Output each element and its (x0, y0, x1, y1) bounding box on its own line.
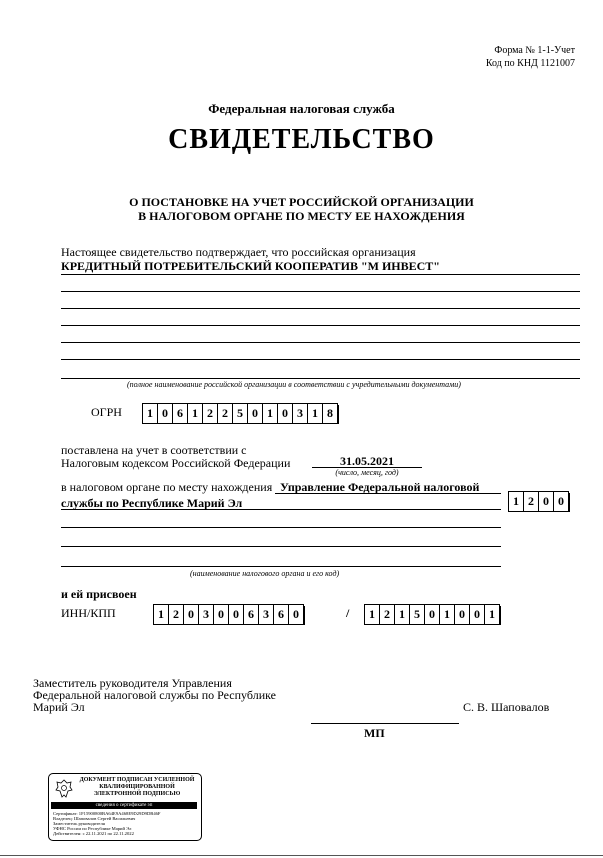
ogrn-digit: 6 (173, 404, 188, 423)
kpp-digit: 5 (410, 605, 425, 624)
inn-digit: 1 (154, 605, 169, 624)
kpp-digit: 0 (470, 605, 485, 624)
org-line-6 (61, 359, 580, 360)
agency-name: Федеральная налоговая служба (208, 101, 395, 116)
kpp-digit: 0 (425, 605, 440, 624)
document-title: СВИДЕТЕЛЬСТВО (168, 124, 435, 155)
signatory-position-1: Заместитель руководителя Управления (33, 676, 232, 690)
inn-kpp-separator: / (346, 606, 350, 620)
org-line-7 (61, 378, 580, 379)
kpp-digit: 1 (440, 605, 455, 624)
kpp-digit: 1 (365, 605, 380, 624)
organization-intro: Настоящее свидетельство подтверждает, что российская организация (61, 245, 416, 259)
assigned-label: и ей присвоен (61, 587, 137, 601)
org-line-3 (61, 308, 580, 309)
authority-code-digit: 0 (539, 492, 554, 511)
authority-line-3-rule (61, 527, 501, 528)
ogrn-digit: 3 (293, 404, 308, 423)
ogrn-label: ОГРН (91, 405, 122, 419)
ogrn-digit: 5 (233, 404, 248, 423)
kpp-digit: 1 (485, 605, 500, 624)
signatory-position-2: Федеральной налоговой службы по Республике (33, 688, 276, 702)
knd-code: Код по КНД 1121007 (485, 58, 575, 69)
ogrn-digit: 0 (278, 404, 293, 423)
stamp-owner-position: Заместитель руководителя (53, 821, 105, 826)
kpp-digit: 1 (395, 605, 410, 624)
ogrn-digit: 1 (143, 404, 158, 423)
inn-digit: 6 (274, 605, 289, 624)
ogrn-digit: 0 (158, 404, 173, 423)
signatory-position-3: Марий Эл (33, 700, 85, 714)
authority-code-cells (508, 491, 569, 512)
organization-caption: (полное наименование российской организации в соответствии с учредительными документами) (127, 380, 461, 389)
subtitle-line-2: В НАЛОГОВОМ ОРГАНЕ ПО МЕСТУ ЕЕ НАХОЖДЕНИЯ (138, 209, 465, 223)
registration-line-1: поставлена на учет в соответствии с (61, 443, 247, 457)
authority-line-1-rule (275, 493, 501, 494)
authority-line-5-rule (61, 566, 501, 567)
ogrn-digit: 2 (203, 404, 218, 423)
seal-label: МП (364, 726, 385, 740)
stamp-certificate-bar: сведения о сертификате эп (51, 802, 197, 809)
ogrn-cells (142, 403, 338, 424)
stamp-validity: Действителен: с 22.11.2021 по 22.11.2022 (53, 831, 134, 836)
page-bottom-edge (0, 855, 603, 856)
date-caption: (число, месяц, год) (335, 468, 399, 477)
registration-date: 31.05.2021 (340, 454, 394, 468)
authority-code-digit: 2 (524, 492, 539, 511)
org-line-1 (61, 274, 580, 275)
inn-digit: 0 (229, 605, 244, 624)
inn-digit: 0 (289, 605, 304, 624)
authority-code-digit: 0 (554, 492, 569, 511)
authority-line-4-rule (61, 546, 501, 547)
kpp-digit: 2 (380, 605, 395, 624)
org-line-2 (61, 291, 580, 292)
ogrn-digit: 1 (308, 404, 323, 423)
stamp-owner: Владелец: Шаповалов Сергей Васильевич (53, 816, 136, 821)
stamp-owner-office: УФНС России по Республике Марий Эл (53, 826, 132, 831)
registration-line-2: Налоговым кодексом Российской Федерации (61, 456, 291, 470)
authority-caption: (наименование налогового органа и его код) (190, 569, 340, 578)
inn-digit: 2 (169, 605, 184, 624)
stamp-title: ДОКУМЕНТ ПОДПИСАН УСИЛЕННОЙ КВАЛИФИЦИРОВАННОЙ ЭЛЕКТРОННОЙ ПОДПИСЬЮ (79, 777, 195, 797)
kpp-digit: 0 (455, 605, 470, 624)
ogrn-digit: 2 (218, 404, 233, 423)
stamp-certificate: Сертификат: 1F15900800BA64E9A468E9D29D9DB46F (53, 811, 161, 816)
ogrn-digit: 1 (263, 404, 278, 423)
tax-authority-line-1: Управление Федеральной налоговой (280, 480, 480, 494)
inn-kpp-label: ИНН/КПП (61, 606, 116, 620)
signatory-name: С. В. Шаповалов (463, 700, 550, 714)
form-number: Форма № 1-1-Учет (494, 45, 575, 56)
electronic-signature-stamp (48, 773, 202, 841)
signature-line (311, 723, 459, 724)
registration-place-prefix: в налоговом органе по месту нахождения (61, 480, 273, 494)
org-line-5 (61, 342, 580, 343)
inn-cells (153, 604, 304, 625)
organization-name: КРЕДИТНЫЙ ПОТРЕБИТЕЛЬСКИЙ КООПЕРАТИВ "М ИНВЕСТ" (61, 259, 440, 273)
ogrn-digit: 1 (188, 404, 203, 423)
authority-code-digit: 1 (509, 492, 524, 511)
coat-of-arms-icon (53, 778, 75, 800)
tax-authority-line-2: службы по Республике Марий Эл (61, 496, 243, 510)
ogrn-digit: 0 (248, 404, 263, 423)
authority-line-2-rule (61, 509, 501, 510)
ogrn-digit: 8 (323, 404, 338, 423)
subtitle-line-1: О ПОСТАНОВКЕ НА УЧЕТ РОССИЙСКОЙ ОРГАНИЗАЦИИ (129, 195, 474, 209)
inn-digit: 3 (199, 605, 214, 624)
inn-digit: 3 (259, 605, 274, 624)
inn-digit: 0 (184, 605, 199, 624)
org-line-4 (61, 325, 580, 326)
inn-digit: 0 (214, 605, 229, 624)
inn-digit: 6 (244, 605, 259, 624)
kpp-cells (364, 604, 500, 625)
